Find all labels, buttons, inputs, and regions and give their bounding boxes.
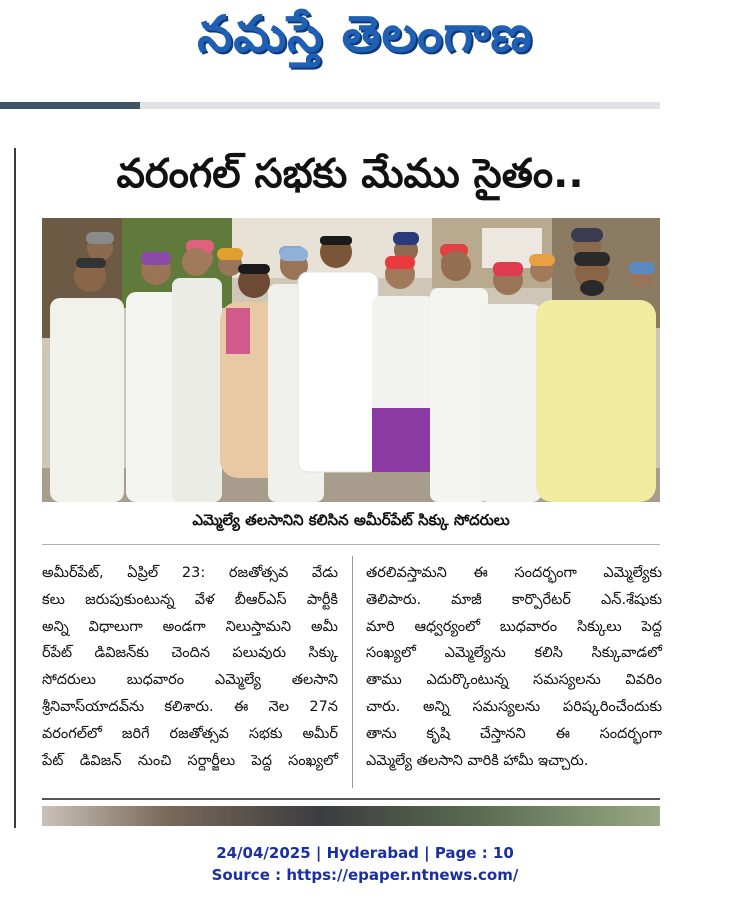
body-line: తరలివస్తామని ఈ సందర్భంగా ఎమ్మెల్యేకు [366,565,662,581]
article-photo [42,218,660,502]
article-headline: వరంగల్ సభకు మేము సైతం.. [116,151,584,197]
group-photo-illustration [42,218,660,502]
body-line: చారు. అన్ని సమస్యలను పరిష్కరించేందుకు [366,698,662,715]
article-column-left [42,560,338,774]
masthead-rule-dark [0,102,140,109]
body-line: కలు జరుపుకుంటున్న వేళ బీఆర్ఎస్ పార్టీకి [42,591,338,608]
article-column-right [366,560,662,774]
caption-divider [42,544,660,545]
body-line: అమీర్‌పేట్, ఏప్రిల్ 23: రజతోత్సవ వేడు [42,565,338,581]
body-line: వరంగల్‌లో జరిగే రజతోత్సవ సభకు అమీర్ [42,725,338,742]
body-line: శ్రీనివాస్‌యాదవ్‌ను కలిశారు. ఈ నెల 27న [42,698,338,715]
body-line: సంఖ్యలో ఎమ్మెల్యేను కలిసి సిక్కువాడలో [366,645,662,662]
article-bottom-rule [42,798,660,800]
article-left-border [14,148,16,828]
photo-caption: ఎమ్మెల్యే తలసానిని కలిసిన అమీర్‌పేట్ సిక్కు సోదరులు [192,511,510,529]
footer-source-link[interactable]: Source : https://epaper.ntnews.com/ [211,866,519,884]
body-line: పేట్ డివిజన్ నుంచి సర్దార్జీలు పెద్ద సంఖ్యలో [42,752,338,769]
masthead-rule-light [140,102,660,109]
page-footer [0,842,730,886]
body-line: ర్‌పేట్ డివిజన్‌కు చెందిన పలువురు సిక్కు [42,645,338,662]
body-line: తాము ఎదుర్కొంటున్న సమస్యలను వివరిం [366,672,662,689]
body-line: ఎమ్మెల్యే తలసాని వారికి హామీ ఇచ్చారు. [366,752,589,769]
body-line: సోదరులు బుధవారం ఎమ్మెల్యే తలసాని [42,672,338,689]
next-article-photo-strip [42,806,660,826]
body-line: తెలిపారు. మాజీ కార్పొరేటర్ ఎన్.శేషుకు [366,591,662,608]
body-line: తాను కృషి చేస్తానని ఈ సందర్భంగా [366,725,662,742]
footer-date-page: 24/04/2025 | Hyderabad | Page : 10 [216,844,514,862]
masthead [0,0,730,80]
newspaper-logo-title: నమస్తే తెలంగాణ [197,4,533,63]
column-divider [352,556,353,788]
body-line: మారి ఆధ్వర్యంలో బుధవారం సిక్కులు పెద్ద [366,618,662,635]
body-line: అన్ని విధాలుగా అండగా నిలుస్తామని అమీ [42,618,338,635]
